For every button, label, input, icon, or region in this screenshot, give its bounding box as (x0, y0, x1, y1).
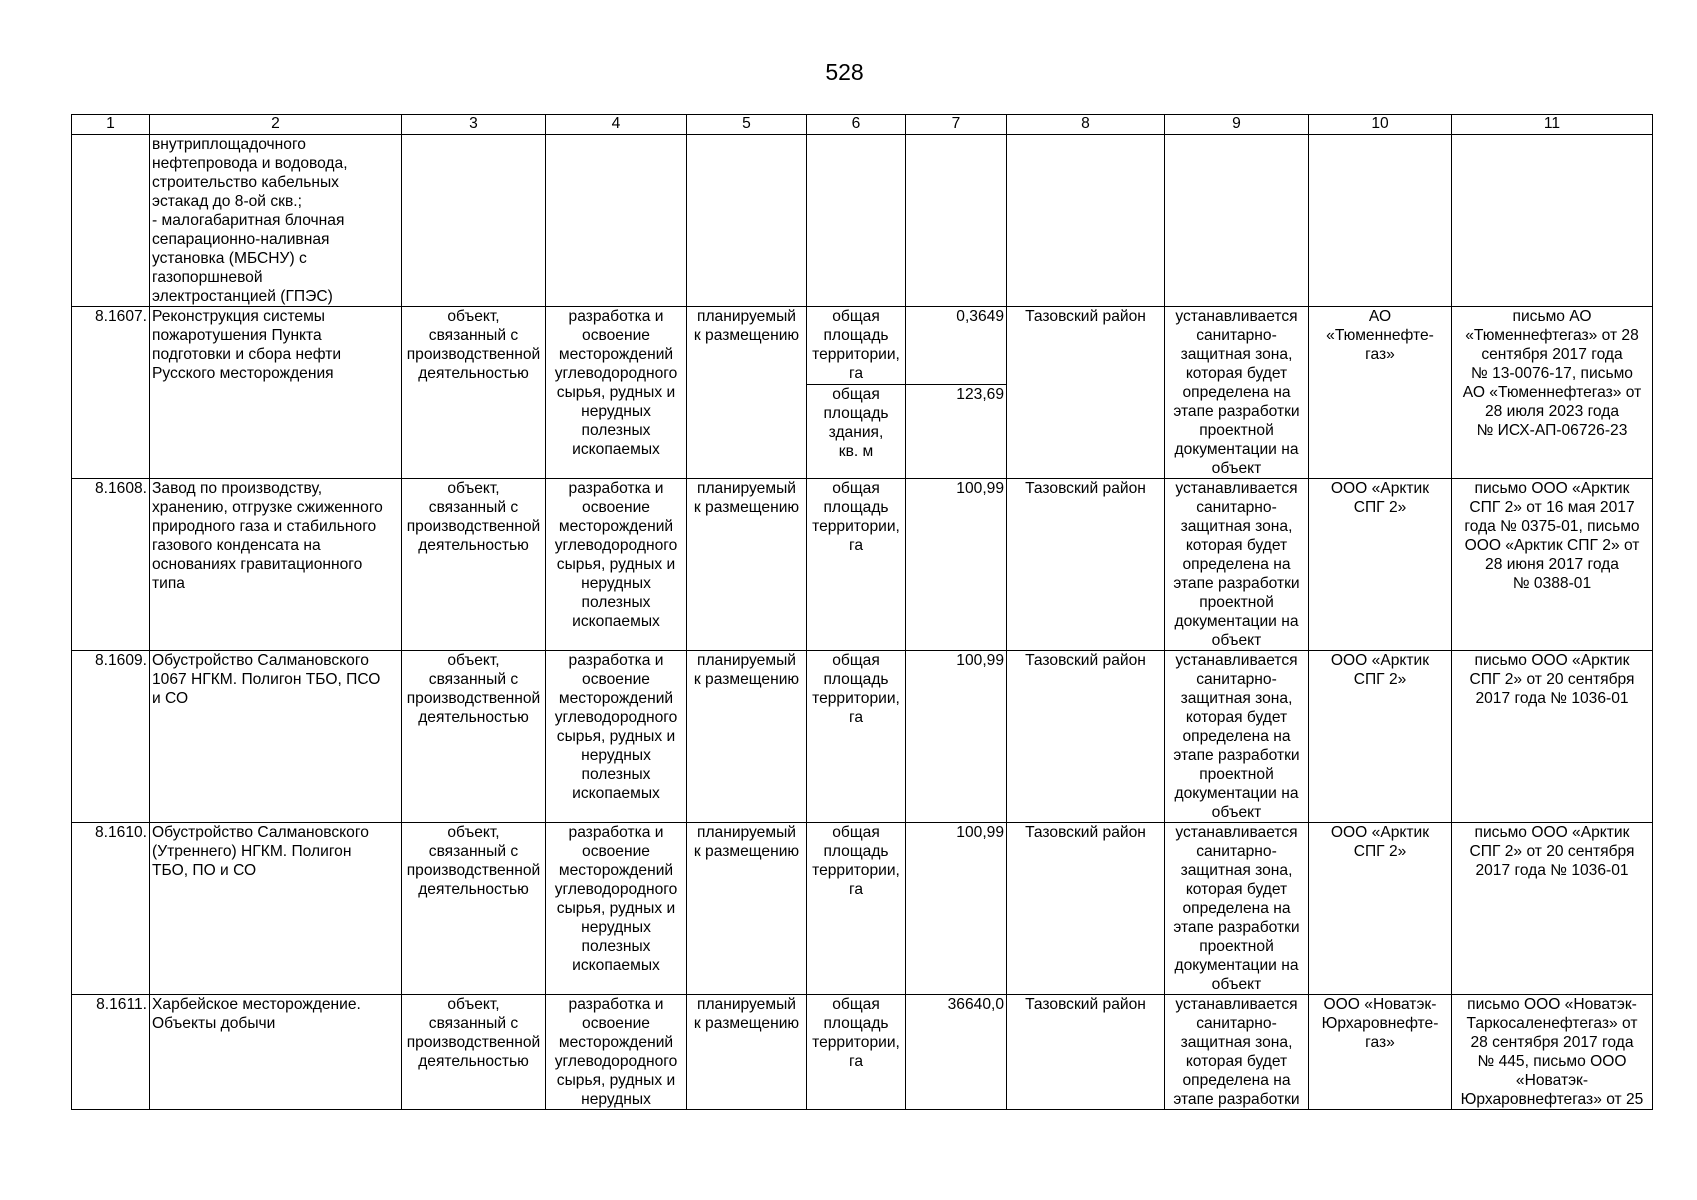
cell-zone (1165, 823, 1309, 995)
cell-empty (687, 135, 807, 307)
cell-value: 123,69 (906, 384, 1007, 478)
cell-basis (1452, 479, 1653, 651)
cell-purpose (546, 307, 687, 479)
cell-purpose (546, 651, 687, 823)
cell-location: Тазовский район (1007, 995, 1165, 1110)
cell-value: 100,99 (906, 651, 1007, 823)
cell-parameter (807, 384, 906, 478)
object-type-text: объект, связанный с производственной деятельностью (406, 996, 541, 1070)
cell-zone (1165, 651, 1309, 823)
cell-purpose (546, 823, 687, 995)
table-row (72, 651, 1653, 823)
cell-number: 8.1611. (72, 995, 150, 1110)
zone-text: устанавливается санитарно- защитная зона, которая будет определена на этапе разработки проектной документации на объект (1173, 308, 1300, 477)
header-cell: 2 (150, 115, 402, 135)
cell-value: 100,99 (906, 479, 1007, 651)
cell-number (72, 135, 150, 307)
object-name-text: Завод по производству, хранению, отгрузке сжиженного природного газа и стабильного газового конденсата на основаниях гравитационного типа (152, 480, 383, 592)
cell-number: 8.1610. (72, 823, 150, 995)
cell-basis (1452, 651, 1653, 823)
status-text: планируемый к размещению (693, 996, 800, 1032)
cell-owner (1309, 995, 1452, 1110)
header-cell: 3 (402, 115, 546, 135)
objects-table (71, 114, 1653, 1110)
cell-object-type (402, 479, 546, 651)
object-name-text: Обустройство Салмановского 1067 НГКМ. Полигон ТБО, ПСО и СО (152, 652, 381, 707)
basis-text: письмо ООО «Арктик СПГ 2» от 20 сентября 2017 года № 1036-01 (1469, 652, 1635, 707)
object-name-text: Реконструкция системы пожаротушения Пункта подготовки и сбора нефти Русского месторождения (152, 308, 342, 382)
zone-text: устанавливается санитарно- защитная зона, которая будет определена на этапе разработки (1173, 996, 1300, 1108)
cell-value: 36640,0 (906, 995, 1007, 1110)
parameter-text: общая площадь территории, га (812, 996, 900, 1070)
table-row (72, 307, 1653, 385)
cell-zone (1165, 479, 1309, 651)
cell-location: Тазовский район (1007, 823, 1165, 995)
object-type-text: объект, связанный с производственной деятельностью (406, 308, 541, 382)
cell-owner (1309, 479, 1452, 651)
cell-empty (1309, 135, 1452, 307)
cell-object-type (402, 995, 546, 1110)
cell-number: 8.1607. (72, 307, 150, 479)
cell-status (687, 479, 807, 651)
cell-purpose (546, 995, 687, 1110)
purpose-text: разработка и освоение месторождений углеводородного сырья, рудных и нерудных полезных ископаемых (554, 652, 678, 802)
zone-text: устанавливается санитарно- защитная зона, которая будет определена на этапе разработки проектной документации на объект (1173, 652, 1300, 821)
parameter-text: общая площадь территории, га (812, 824, 900, 898)
basis-text: письмо ООО «Арктик СПГ 2» от 16 мая 2017 года № 0375-01, письмо ООО «Арктик СПГ 2» от 28 июня 2017 года № 0388-01 (1464, 480, 1640, 592)
status-text: планируемый к размещению (693, 652, 800, 688)
header-cell: 9 (1165, 115, 1309, 135)
purpose-text: разработка и освоение месторождений углеводородного сырья, рудных и нерудных полезных ископаемых (554, 824, 678, 974)
column-number-header (72, 115, 1653, 135)
cell-zone (1165, 995, 1309, 1110)
cell-location: Тазовский район (1007, 307, 1165, 479)
object-type-text: объект, связанный с производственной деятельностью (406, 824, 541, 898)
owner-text: АО «Тюменнефте- газ» (1326, 308, 1434, 363)
basis-text: письмо АО «Тюменнефтегаз» от 28 сентября 2017 года № 13-0076-17, письмо АО «Тюменнефтегаз» от 28 июля 2023 года № ИСХ-АП-06726-23 (1462, 308, 1642, 439)
cell-object-type (402, 307, 546, 479)
status-text: планируемый к размещению (693, 308, 800, 344)
cell-parameter (807, 479, 906, 651)
object-name-text: Харбейское месторождение. Объекты добычи (152, 996, 361, 1032)
cell-object-type (402, 651, 546, 823)
cell-status (687, 995, 807, 1110)
continuation-text: внутриплощадочного нефтепровода и водовода, строительство кабельных эстакад до 8-ой скв.; - малогабаритная блочная сепарационно-наливная установка (МБСНУ) с газопоршневой электростанцией (ГПЭС) (152, 136, 348, 305)
cell-parameter (807, 307, 906, 385)
cell-empty (546, 135, 687, 307)
cell-value: 0,3649 (906, 307, 1007, 385)
cell-object-name (150, 995, 402, 1110)
object-type-text: объект, связанный с производственной деятельностью (406, 652, 541, 726)
cell-object-name (150, 307, 402, 479)
object-name-text: Обустройство Салмановского (Утреннего) НГКМ. Полигон ТБО, ПО и СО (152, 824, 369, 879)
basis-text: письмо ООО «Новатэк- Таркосаленефтегаз» от 28 сентября 2017 года № 445, письмо ООО «Новатэк- Юрхаровнефтегаз» от 25 (1460, 996, 1644, 1108)
cell-parameter (807, 995, 906, 1110)
table-row (72, 995, 1653, 1110)
cell-object-name (150, 823, 402, 995)
cell-object-name (150, 651, 402, 823)
owner-text: ООО «Новатэк- Юрхаровнефте- газ» (1321, 996, 1439, 1051)
status-text: планируемый к размещению (693, 480, 800, 516)
cell-location: Тазовский район (1007, 651, 1165, 823)
zone-text: устанавливается санитарно- защитная зона, которая будет определена на этапе разработки проектной документации на объект (1173, 824, 1300, 993)
header-cell: 4 (546, 115, 687, 135)
cell-object-name (150, 479, 402, 651)
owner-text: ООО «Арктик СПГ 2» (1330, 824, 1430, 860)
parameter-text: общая площадь территории, га (812, 308, 900, 382)
zone-text: устанавливается санитарно- защитная зона, которая будет определена на этапе разработки проектной документации на объект (1173, 480, 1300, 649)
cell-value: 100,99 (906, 823, 1007, 995)
parameter-text: общая площадь территории, га (812, 480, 900, 554)
cell-empty (906, 135, 1007, 307)
cell-purpose (546, 479, 687, 651)
cell-parameter (807, 823, 906, 995)
header-cell: 1 (72, 115, 150, 135)
parameter-text: общая площадь здания, кв. м (823, 385, 889, 460)
table-row (72, 823, 1653, 995)
basis-text: письмо ООО «Арктик СПГ 2» от 20 сентября 2017 года № 1036-01 (1469, 824, 1635, 879)
purpose-text: разработка и освоение месторождений углеводородного сырья, рудных и нерудных полезных ископаемых (554, 308, 678, 458)
cell-parameter (807, 651, 906, 823)
cell-empty (1452, 135, 1653, 307)
page-number: 528 (825, 59, 864, 85)
purpose-text: разработка и освоение месторождений углеводородного сырья, рудных и нерудных полезных ископаемых (554, 480, 678, 630)
cell-zone (1165, 307, 1309, 479)
cell-number: 8.1608. (72, 479, 150, 651)
cell-object-type (402, 823, 546, 995)
cell-owner (1309, 307, 1452, 479)
object-type-text: объект, связанный с производственной деятельностью (406, 480, 541, 554)
cell-location: Тазовский район (1007, 479, 1165, 651)
cell-owner (1309, 823, 1452, 995)
header-cell: 10 (1309, 115, 1452, 135)
cell-empty (1165, 135, 1309, 307)
cell-status (687, 307, 807, 479)
owner-text: ООО «Арктик СПГ 2» (1330, 480, 1430, 516)
cell-owner (1309, 651, 1452, 823)
cell-empty (807, 135, 906, 307)
cell-empty (402, 135, 546, 307)
header-cell: 8 (1007, 115, 1165, 135)
cell-basis (1452, 995, 1653, 1110)
cell-object-name (150, 135, 402, 307)
purpose-text: разработка и освоение месторождений углеводородного сырья, рудных и нерудных (554, 996, 678, 1108)
owner-text: ООО «Арктик СПГ 2» (1330, 652, 1430, 688)
header-cell: 6 (807, 115, 906, 135)
cell-basis (1452, 823, 1653, 995)
header-cell: 11 (1452, 115, 1653, 135)
header-cell: 7 (906, 115, 1007, 135)
table-row-continuation (72, 135, 1653, 307)
parameter-text: общая площадь территории, га (812, 652, 900, 726)
cell-status (687, 651, 807, 823)
header-cell: 5 (687, 115, 807, 135)
table-row (72, 479, 1653, 651)
cell-empty (1007, 135, 1165, 307)
status-text: планируемый к размещению (693, 824, 800, 860)
cell-basis (1452, 307, 1653, 479)
cell-status (687, 823, 807, 995)
cell-number: 8.1609. (72, 651, 150, 823)
